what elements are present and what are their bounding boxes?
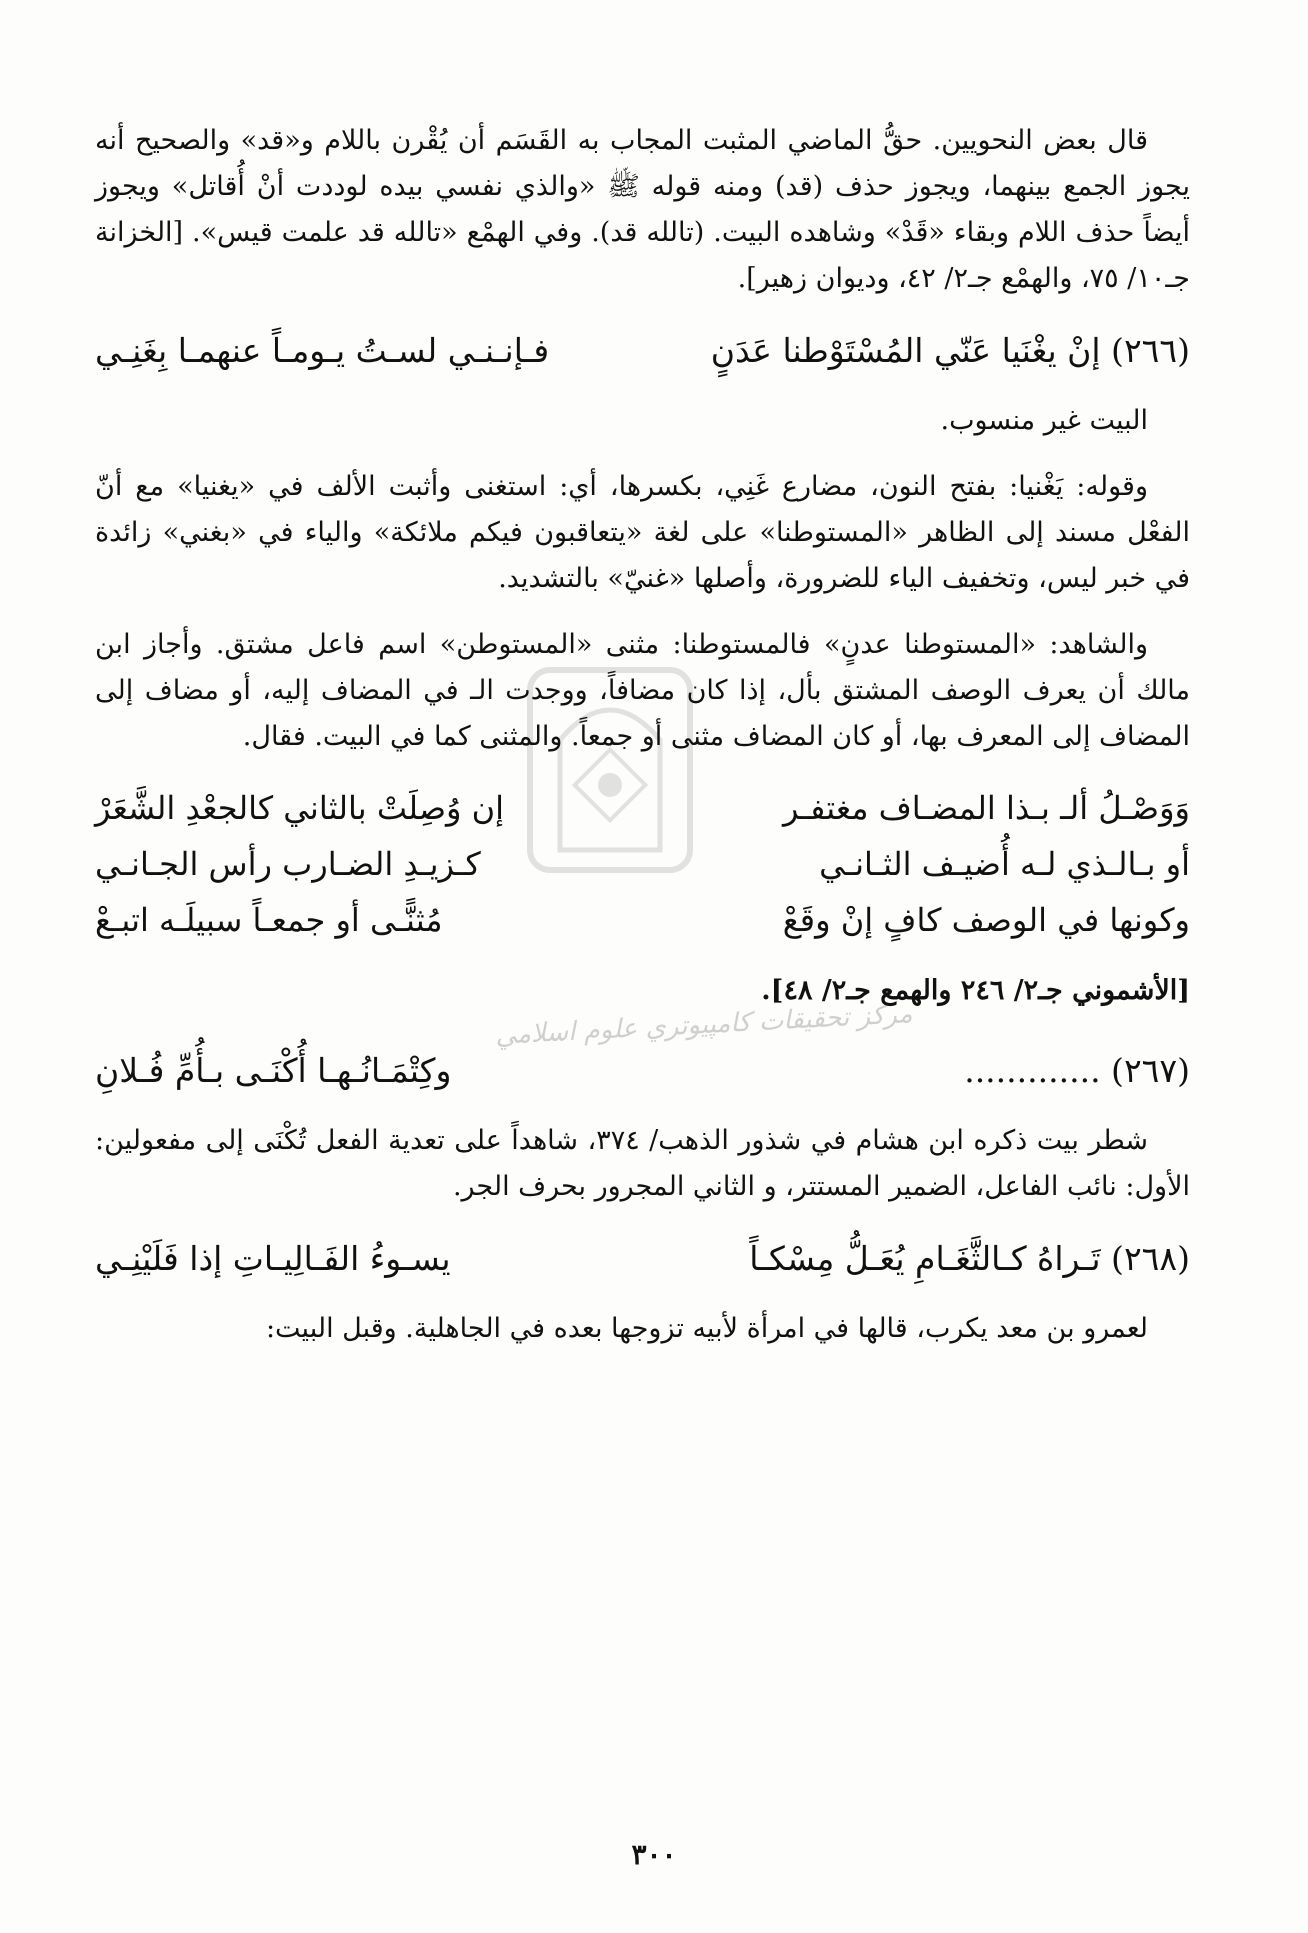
alfiya-row xyxy=(95,780,1190,836)
verse-268-second-hemistich: يسـوءُ الفَـالِيـاتِ إذا فَلَيْنِـي xyxy=(95,1239,451,1278)
verse-266-first-hemistich: (٢٦٦) إنْ يغْنَيا عَنّي المُسْتَوْطنا عَدَنٍ xyxy=(710,331,1190,370)
alfiya-second-hemistich: كـزيـدِ الضـارب رأس الجـانـي xyxy=(95,845,481,883)
alfiya-row xyxy=(95,836,1190,892)
verse-267 xyxy=(95,1042,1190,1100)
alfiya-first-hemistich: أو بـالـذي لـه أُضيـف الثـانـي xyxy=(819,845,1190,883)
page-content xyxy=(95,118,1190,1372)
verse-267-second-hemistich: وكِتْمَـانُـهـا أُكْنَـى بـأُمِّ فُـلانِ xyxy=(95,1051,452,1090)
alfiya-row xyxy=(95,892,1190,948)
verse-266 xyxy=(95,322,1190,380)
alfiya-first-hemistich: وَوَصْـلُ ألـ بـذا المضـاف مغتفـر xyxy=(783,789,1190,827)
verse-268 xyxy=(95,1230,1190,1288)
paragraph-shudhur: شطر بيت ذكره ابن هشام في شذور الذهب/ ٣٧٤، شاهداً على تعدية الفعل تُكْنَى إلى مفعولين: الأول: نائب الفاعل، الضمير المستتر، و الثاني المجرور بحرف الجر. xyxy=(95,1125,1190,1202)
verse-268-first-hemistich: (٢٦٨) تَـراهُ كـالثَّغَـامِ يُعَـلُّ مِسْكـاً xyxy=(749,1239,1190,1278)
paragraph-shahid: والشاهد: «المستوطنا عدنٍ» فالمستوطنا: مثنى «المستوطن» اسم فاعل مشتق. وأجاز ابن مالك أن يعرف الوصف المشتق بأل، إذا كان مضافاً، ووجدت الـ في المضاف إليه، أو مضاف إلى المضاف إلى المعرف بها، أو كان المضاف مثنى أو جمعاً. والمثنى كما في البيت. فقال. xyxy=(95,629,1190,752)
verse-266-second-hemistich: فـإنـنـي لسـتُ يـومـاً عنهمـا بِغَنِـي xyxy=(95,331,550,370)
page-number: ٣٠٠ xyxy=(631,1838,677,1871)
alfiya-first-hemistich: وكونها في الوصف كافٍ إنْ وقَعْ xyxy=(782,901,1190,939)
verse-266-attribution: البيت غير منسوب. xyxy=(940,405,1148,436)
verse-267-first-hemistich: (٢٦٧) ............. xyxy=(964,1051,1190,1090)
watermark-text: مركز تحقيقات كامپيوتري علوم اسلامي xyxy=(494,999,914,1051)
paragraph-intro: قال بعض النحويين. حقُّ الماضي المثبت المجاب به القَسَم أن يُقْرن باللام و«قد» والصحيح أنه يجوز الجمع بينهما، ويجوز حذف (قد) ومنه قوله ﷺ «والذي نفسي بيده لوددت أنْ أُقاتل» ويجوز أيضاً حذف اللام وبقاء «قَدْ» وشاهده البيت. (تالله قد). وفي الهمْع «تالله قد علمت قيس». [الخزانة جـ١٠/ ٧٥، والهمْع جـ٢/ ٤٢، وديوان زهير]. xyxy=(95,125,1190,294)
alfiya-verses xyxy=(95,780,1190,948)
alfiya-second-hemistich: مُثنًّـى أو جمعـاً سبيلَـه اتبـعْ xyxy=(95,901,443,939)
paragraph-amr: لعمرو بن معد يكرب، قالها في امرأة لأبيه تزوجها بعده في الجاهلية. وقبل البيت: xyxy=(265,1313,1148,1344)
alfiya-second-hemistich: إن وُصِلَتْ بالثاني كالجعْدِ الشَّعَرْ xyxy=(95,789,505,827)
reference-citation: [الأشموني جـ٢/ ٢٤٦ والهمع جـ٢/ ٤٨]. xyxy=(761,975,1190,1006)
paragraph-explanation: وقوله: يَغْنيا: بفتح النون، مضارع غَنِي، بكسرها، أي: استغنى وأثبت الألف في «يغنيا» مع أنّ الفعْل مسند إلى الظاهر «المستوطنا» على لغة «يتعاقبون فيكم ملائكة» والياء في «بغني» زائدة في خبر ليس، وتخفيف الياء للضرورة، وأصلها «غنيّ» بالتشديد. xyxy=(95,471,1190,594)
